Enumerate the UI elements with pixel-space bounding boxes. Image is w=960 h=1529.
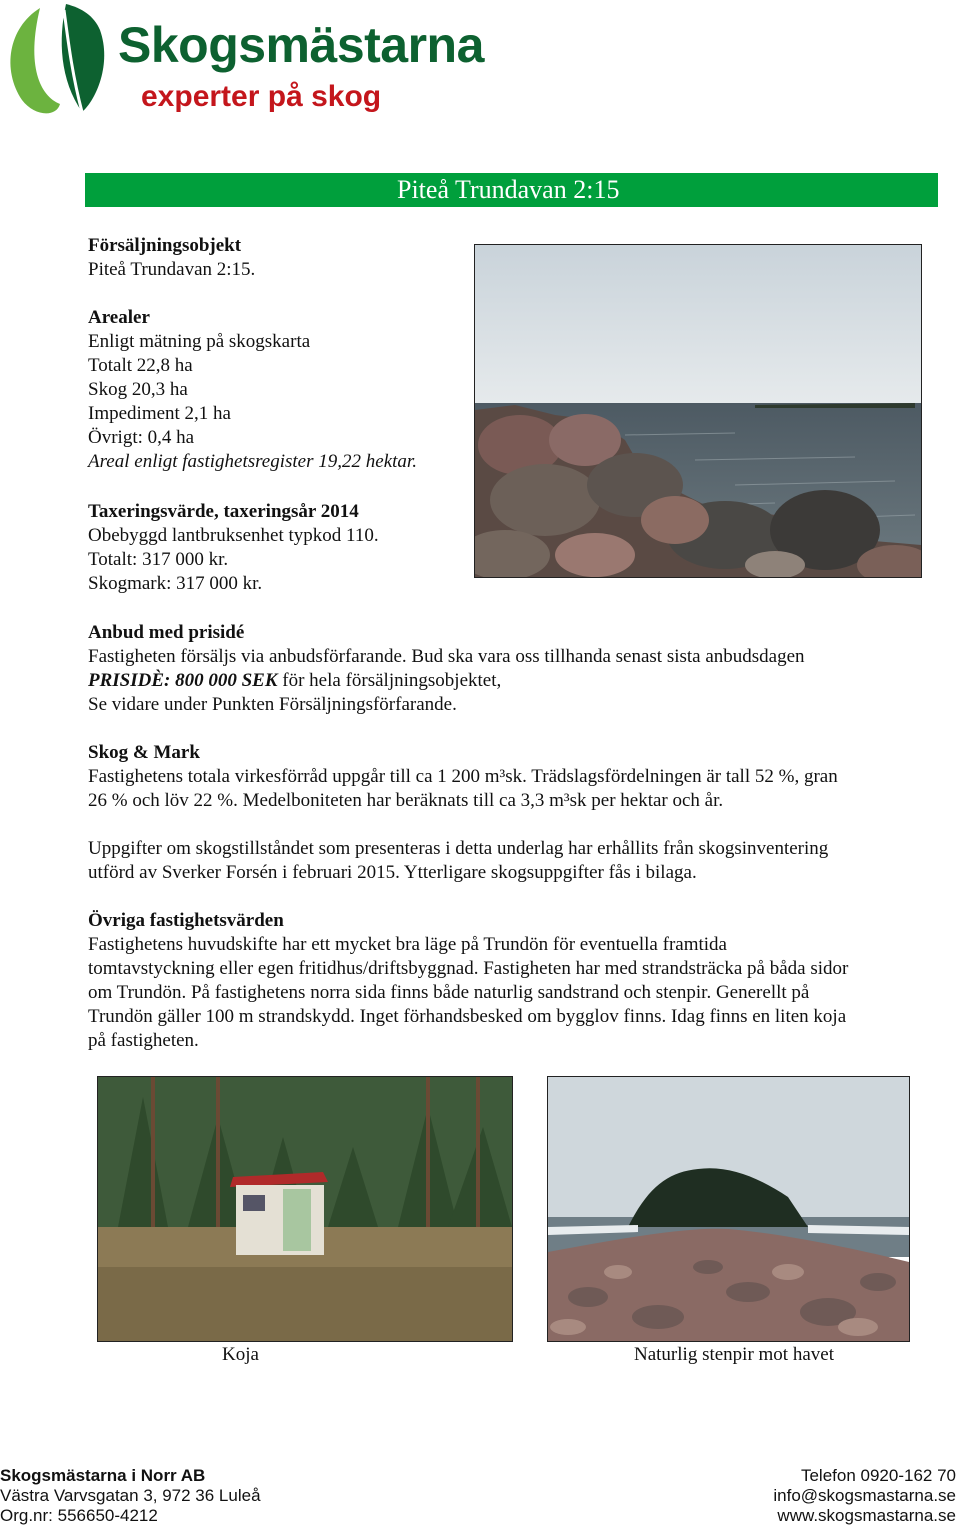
ovriga-line: Trundön gäller 100 m strandskydd. Inget förhandsbesked om bygglov finns. Idag finns en liten koja <box>88 1006 847 1027</box>
caption-stenpir: Naturlig stenpir mot havet <box>634 1344 834 1365</box>
photo-koja <box>97 1076 513 1342</box>
footer-email[interactable]: info@skogsmastarna.se <box>773 1486 956 1505</box>
areal-line: Övrigt: 0,4 ha <box>88 427 195 448</box>
footer-phone: Telefon 0920-162 70 <box>800 1466 956 1485</box>
section-text: Piteå Trundavan 2:15. <box>88 259 256 280</box>
title-bar <box>85 173 938 207</box>
footer-address: Västra Varvsgatan 3, 972 36 Luleå <box>0 1486 261 1505</box>
skog-line: 26 % och löv 22 %. Medelboniteten har beräknats till ca 3,3 m³sk per hektar och år. <box>88 790 724 811</box>
taxering-line: Totalt: 317 000 kr. <box>88 549 229 570</box>
ovriga-line: Fastighetens huvudskifte har ett mycket bra läge på Trundön för eventuella framtida <box>88 934 727 955</box>
logo-wordmark: Skogsmästarna <box>118 17 484 73</box>
areal-line: Impediment 2,1 ha <box>88 403 231 424</box>
anbud-line: Se vidare under Punkten Försäljningsförfarande. <box>88 694 457 715</box>
footer-left <box>0 1466 261 1526</box>
section-forsaljningsobjekt <box>88 234 255 282</box>
section-heading: Taxeringsvärde, taxeringsår 2014 <box>88 501 359 522</box>
ovriga-line: på fastigheten. <box>88 1030 199 1051</box>
cabin-image <box>98 1077 512 1341</box>
logo-tagline: experter på skog <box>141 80 382 113</box>
company-logo <box>0 0 486 122</box>
footer-web[interactable]: www.skogsmastarna.se <box>777 1506 956 1525</box>
taxering-line: Obebyggd lantbruksenhet typkod 110. <box>88 525 379 546</box>
footer-right <box>773 1466 956 1526</box>
price-rest: för hela försäljningsobjektet, <box>277 670 502 691</box>
price-label: PRISIDÈ: 800 000 SEK <box>88 670 278 691</box>
areal-line: Totalt 22,8 ha <box>88 355 193 376</box>
uppgifter-line: Uppgifter om skogstillståndet som presenteras i detta underlag har erhållits från skogsinventering <box>88 838 829 859</box>
taxering-line: Skogmark: 317 000 kr. <box>88 573 263 594</box>
section-heading: Arealer <box>88 307 150 328</box>
areal-line: Enligt mätning på skogskarta <box>88 331 311 352</box>
areal-line: Skog 20,3 ha <box>88 379 188 400</box>
photo-rocky-shore <box>474 244 922 578</box>
section-anbud <box>88 621 805 717</box>
anbud-price-line <box>88 669 805 693</box>
section-arealer <box>88 306 417 474</box>
rocky-shore-image <box>475 245 921 577</box>
ovriga-line: tomtavstyckning eller egen fritidhus/driftsbyggnad. Fastigheten har med strandsträcka på båda sidor <box>88 958 849 979</box>
section-heading: Anbud med prisidé <box>88 622 245 643</box>
page-title: Piteå Trundavan 2:15 <box>397 175 620 204</box>
section-ovriga <box>88 909 848 1053</box>
section-taxering <box>88 500 379 596</box>
section-uppgifter <box>88 837 828 885</box>
footer-orgnr: Org.nr: 556650-4212 <box>0 1506 158 1525</box>
section-heading: Övriga fastighetsvärden <box>88 910 284 931</box>
skog-line: Fastighetens totala virkesförråd uppgår till ca 1 200 m³sk. Trädslagsfördelningen är tall 52 %, gran <box>88 766 838 787</box>
logo-leaf-icon <box>0 0 120 122</box>
ovriga-line: om Trundön. På fastighetens norra sida finns både naturlig sandstrand och stenpir. Generellt på <box>88 982 810 1003</box>
section-heading: Försäljningsobjekt <box>88 235 242 256</box>
stone-pier-image <box>548 1077 909 1341</box>
areal-note: Areal enligt fastighetsregister 19,22 hektar. <box>88 451 417 472</box>
anbud-line: Fastigheten försäljs via anbudsförfarande. Bud ska vara oss tillhanda senast sista anbudsdagen <box>88 646 805 667</box>
uppgifter-line: utförd av Sverker Forsén i februari 2015. Ytterligare skogsuppgifter fås i bilaga. <box>88 862 697 883</box>
section-skog-mark <box>88 741 838 813</box>
section-heading: Skog & Mark <box>88 742 200 763</box>
photo-stenpir <box>547 1076 910 1342</box>
caption-koja: Koja <box>222 1344 259 1365</box>
footer-company: Skogsmästarna i Norr AB <box>0 1466 206 1485</box>
